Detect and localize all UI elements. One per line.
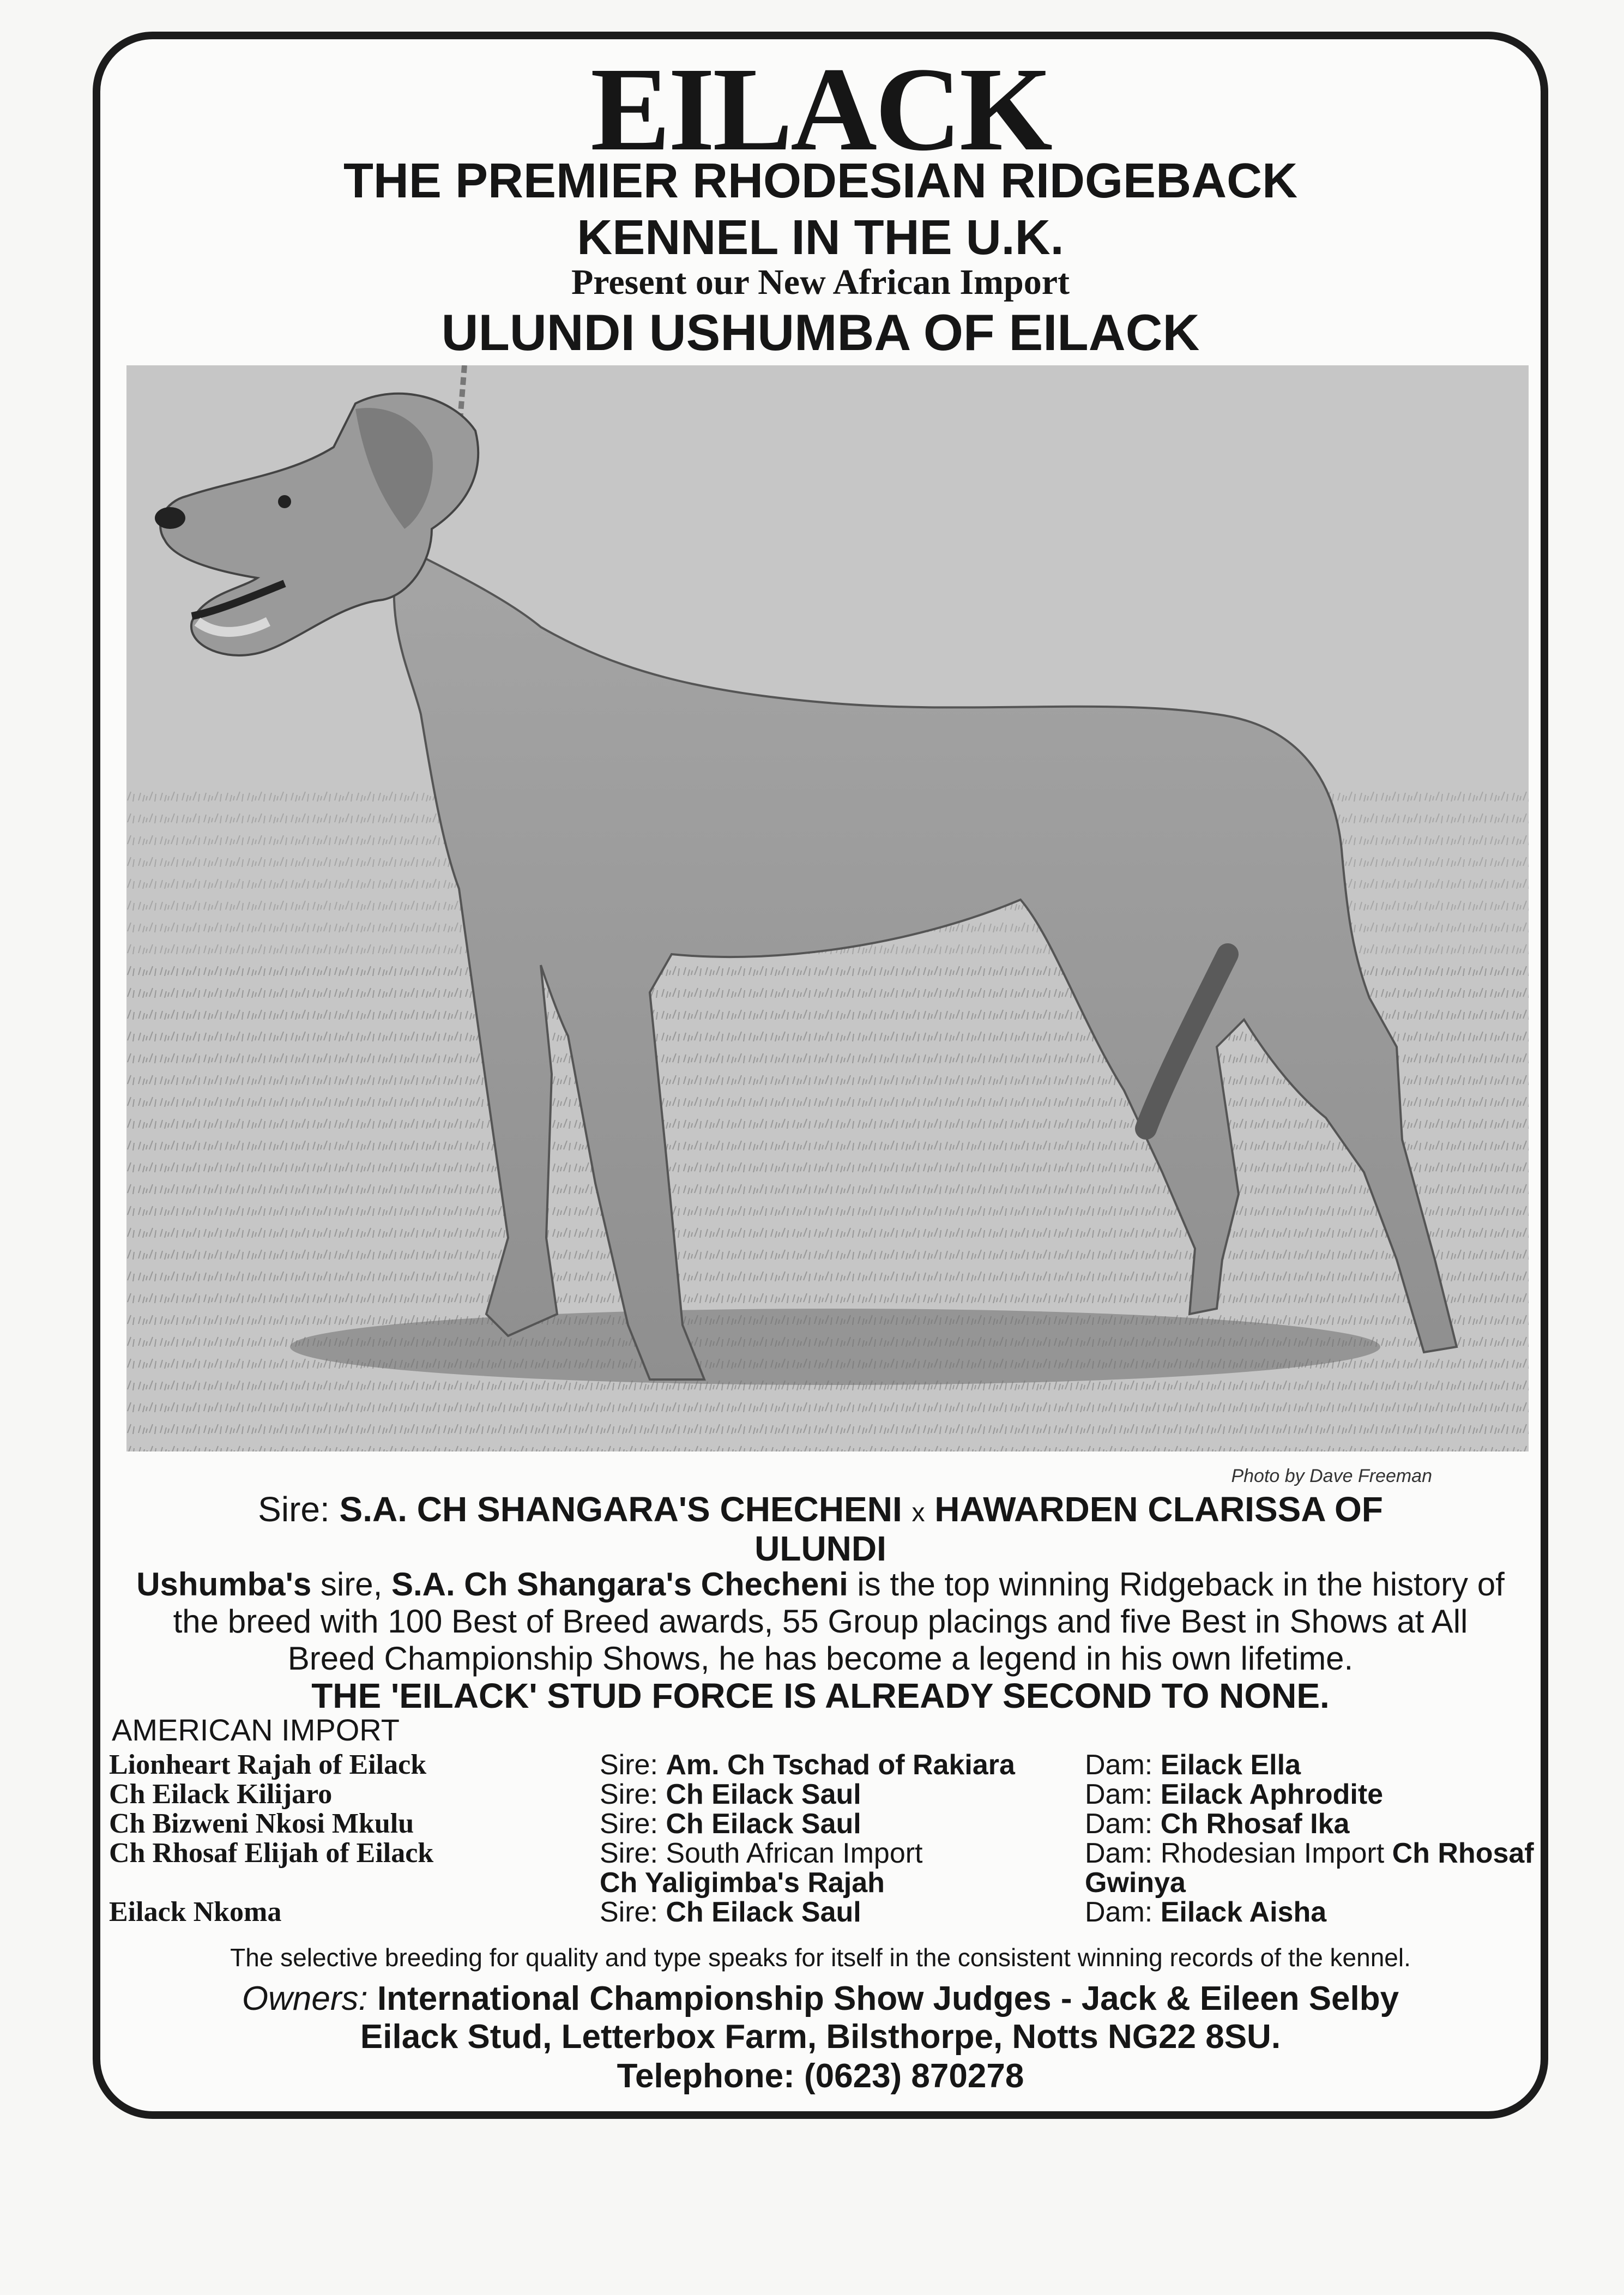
american-import-label: AMERICAN IMPORT [112,1713,400,1747]
description-text-2: is the top winning Ridgeback in the history of the breed with 100 Best of Breed awards, 55 Group placings and five Best in Shows at All Breed Championship Shows, he has become a legend in his own lifetime. [173,1566,1505,1677]
roster-dam: Dam: Eilack Aisha [1085,1896,1327,1928]
address-line: Eilack Stud, Letterbox Farm, Bilsthorpe, Notts NG22 8SU. [360,2018,1281,2056]
dam-name: HAWARDEN CLARISSA OF [934,1490,1383,1529]
dam-name-continued: ULUNDI [754,1529,886,1568]
owners-label: Owners: [242,1980,368,2017]
stud-force-heading: THE 'EILACK' STUD FORCE IS ALREADY SECOND TO NONE. [311,1676,1330,1715]
description-paragraph [131,1566,1510,1677]
roster-name: Ch Eilack Kilijaro [109,1779,333,1810]
telephone-line: Telephone: (0623) 870278 [617,2057,1024,2095]
roster-sire: Sire: Ch Eilack Saul [600,1779,861,1810]
roster-dam: Dam: Rhodesian Import Ch Rhosaf Gwinya [1085,1838,1534,1899]
roster-name: Ch Rhosaf Elijah of Eilack [109,1838,434,1869]
sire-name: S.A. CH SHANGARA'S CHECHENI [339,1490,902,1529]
photo-credit: Photo by Dave Freeman [1231,1466,1432,1486]
sire-label: Sire: [258,1490,330,1529]
selective-breeding-note: The selective breeding for quality and type speaks for itself in the consistent winning records of the kennel. [230,1943,1411,1972]
brand-title: EILACK [590,43,1051,176]
headline-line-1: THE PREMIER RHODESIAN RIDGEBACK [343,154,1298,208]
roster-sire: Sire: Am. Ch Tschad of Rakiara [600,1749,1015,1781]
dog-name-heading: ULUNDI USHUMBA OF EILACK [441,304,1200,361]
roster-dam: Dam: Ch Rhosaf Ika [1085,1808,1350,1840]
dog-illustration [126,365,1529,1451]
roster-dam: Dam: Eilack Aphrodite [1085,1779,1384,1810]
roster-names-column [109,1750,589,1927]
headline-line-3: Present our New African Import [571,262,1070,302]
roster-dam: Dam: Eilack Ella [1085,1749,1301,1781]
description-bold-1: Ushumba's [136,1566,312,1603]
dog-photo [126,365,1529,1451]
roster-name: Ch Bizweni Nkosi Mkulu [109,1808,414,1839]
roster-dams-column [1085,1750,1548,1927]
owners-text: International Championship Show Judges - Jack & Eileen Selby [377,1980,1399,2017]
description-bold-2: S.A. Ch Shangara's Checheni [391,1566,848,1603]
roster-name: Lionheart Rajah of Eilack [109,1749,427,1780]
roster-sire: Sire: Ch Eilack Saul [600,1808,861,1840]
roster-sire: Sire: South African Import Ch Yaligimba's Rajah [600,1838,923,1899]
roster-sires-column [600,1750,1079,1927]
owners-line [93,1979,1548,2019]
cross-symbol: x [911,1498,925,1527]
roster-name: Eilack Nkoma [109,1896,282,1927]
headline-line-2: KENNEL IN THE U.K. [577,210,1064,265]
pedigree-line [93,1489,1548,1534]
roster-sire: Sire: Ch Eilack Saul [600,1896,861,1928]
description-text-1: sire, [311,1566,391,1603]
